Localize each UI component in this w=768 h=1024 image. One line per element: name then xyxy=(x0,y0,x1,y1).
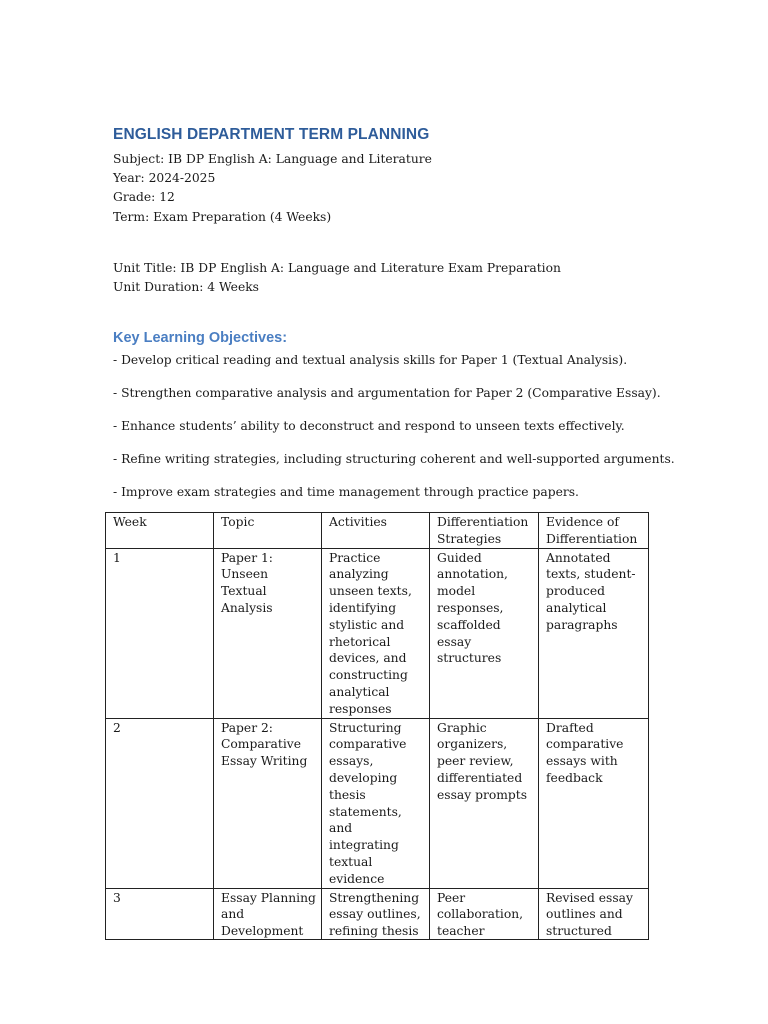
header-differentiation: Differentiation Strategies xyxy=(430,513,539,549)
cell-differentiation-text: Peer collaboration, teacher xyxy=(437,890,524,939)
objective-item: - Refine writing strategies, including structuring coherent and well-supported arguments. xyxy=(113,452,675,466)
cell-week-text: 3 xyxy=(113,890,121,905)
table-header-row xyxy=(106,513,649,549)
year-line: Year: 2024-2025 xyxy=(113,171,216,186)
document-meta xyxy=(113,150,432,227)
cell-week xyxy=(106,888,214,939)
objective-item: - Enhance students’ ability to deconstruct and respond to unseen texts effectively. xyxy=(113,419,625,433)
cell-activities: Structuring comparative essays, developing thesis statements, and integrating textual evidence xyxy=(322,718,430,888)
table-row xyxy=(106,718,649,888)
subject-line: Subject: IB DP English A: Language and Literature xyxy=(113,152,432,166)
grade-line: Grade: 12 xyxy=(113,190,175,205)
cell-topic-text: Essay Planning and Development xyxy=(221,890,316,939)
cell-evidence: Drafted comparative essays with feedback xyxy=(539,718,649,888)
cell-activities-text: Strengthening essay outlines, refining thesis xyxy=(329,890,421,939)
objective-item: - Improve exam strategies and time management through practice papers. xyxy=(113,485,579,499)
header-evidence: Evidence of Differentiation xyxy=(539,513,649,549)
table-row xyxy=(106,888,649,939)
unit-info xyxy=(113,259,561,297)
unit-duration-line: Unit Duration: 4 Weeks xyxy=(113,280,259,295)
header-topic: Topic xyxy=(214,513,322,549)
cell-topic: Paper 2: Comparative Essay Writing xyxy=(214,718,322,888)
document-title: ENGLISH DEPARTMENT TERM PLANNING xyxy=(113,126,430,143)
cell-evidence xyxy=(539,888,649,939)
cell-topic: Paper 1: Unseen Textual Analysis xyxy=(214,548,322,718)
cell-week: 2 xyxy=(106,718,214,888)
unit-title-line: Unit Title: IB DP English A: Language and Literature Exam Preparation xyxy=(113,261,561,275)
objectives-list xyxy=(113,352,675,517)
cell-activities xyxy=(322,888,430,939)
term-line: Term: Exam Preparation (4 Weeks) xyxy=(113,209,332,224)
cell-differentiation: Graphic organizers, peer review, differentiated essay prompts xyxy=(430,718,539,888)
cell-evidence: Annotated texts, student-produced analytical paragraphs xyxy=(539,548,649,718)
objective-item: - Develop critical reading and textual analysis skills for Paper 1 (Textual Analysis). xyxy=(113,353,628,367)
cell-week: 1 xyxy=(106,548,214,718)
header-activities: Activities xyxy=(322,513,430,549)
cell-evidence-text: Revised essay outlines and structured xyxy=(546,890,633,939)
table-row xyxy=(106,548,649,718)
planning-table xyxy=(105,512,649,940)
cell-differentiation xyxy=(430,888,539,939)
objectives-heading: Key Learning Objectives: xyxy=(113,330,288,346)
cell-differentiation: Guided annotation, model responses, scaffolded essay structures xyxy=(430,548,539,718)
cell-activities: Practice analyzing unseen texts, identifying stylistic and rhetorical devices, and constructing analytical responses xyxy=(322,548,430,718)
cell-topic xyxy=(214,888,322,939)
objective-item: - Strengthen comparative analysis and argumentation for Paper 2 (Comparative Essay). xyxy=(113,386,661,400)
header-week: Week xyxy=(106,513,214,549)
